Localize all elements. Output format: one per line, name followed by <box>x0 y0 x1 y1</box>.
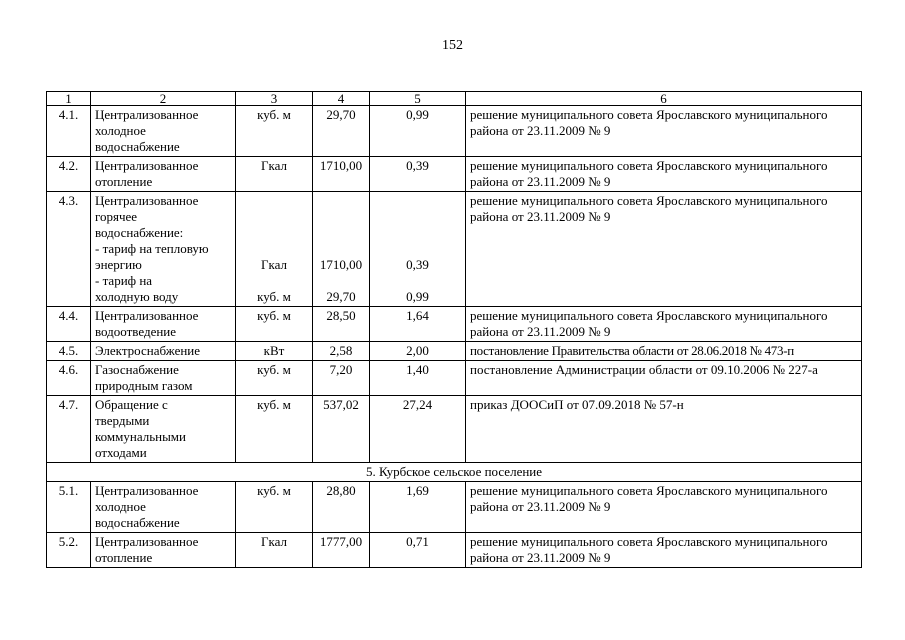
table-row <box>47 396 862 463</box>
section-row <box>47 463 862 482</box>
service-name: Централизованное холодное водоснабжение <box>91 482 236 533</box>
tariff: 2,00 <box>370 342 466 361</box>
tariff: 27,24 <box>370 396 466 463</box>
service-name: Централизованное отопление <box>91 157 236 192</box>
unit: куб. м <box>236 482 313 533</box>
legal-basis: решение муниципального совета Ярославского муниципального района от 23.11.2009 № 9 <box>466 307 862 342</box>
volume: 28,80 <box>313 482 370 533</box>
column-header: 5 <box>370 92 466 106</box>
table-row <box>47 307 862 342</box>
unit: Гкал <box>236 157 313 192</box>
unit: Гкал куб. м <box>236 192 313 307</box>
legal-basis: решение муниципального совета Ярославского муниципального района от 23.11.2009 № 9 <box>466 192 862 307</box>
service-name: Централизованное холодное водоснабжение <box>91 106 236 157</box>
column-header: 2 <box>91 92 236 106</box>
section-title: 5. Курбское сельское поселение <box>47 463 862 482</box>
service-name: Централизованное горячее водоснабжение: - тариф на тепловую энергию - тариф на холодную воду <box>91 192 236 307</box>
table-row <box>47 157 862 192</box>
unit: куб. м <box>236 307 313 342</box>
column-header: 4 <box>313 92 370 106</box>
column-header: 6 <box>466 92 862 106</box>
unit: кВт <box>236 342 313 361</box>
volume: 2,58 <box>313 342 370 361</box>
row-number: 4.2. <box>47 157 91 192</box>
tariff: 1,40 <box>370 361 466 396</box>
row-number: 5.1. <box>47 482 91 533</box>
volume: 7,20 <box>313 361 370 396</box>
table-row <box>47 106 862 157</box>
tariff: 1,64 <box>370 307 466 342</box>
tariff: 0,99 <box>370 106 466 157</box>
volume: 1710,00 <box>313 157 370 192</box>
service-name: Электроснабжение <box>91 342 236 361</box>
volume: 1777,00 <box>313 533 370 568</box>
legal-basis: решение муниципального совета Ярославского муниципального района от 23.11.2009 № 9 <box>466 106 862 157</box>
row-number: 4.4. <box>47 307 91 342</box>
service-name: Газоснабжение природным газом <box>91 361 236 396</box>
tariff-table <box>46 91 862 568</box>
row-number: 4.5. <box>47 342 91 361</box>
unit: Гкал <box>236 533 313 568</box>
row-number: 4.3. <box>47 192 91 307</box>
row-number: 4.1. <box>47 106 91 157</box>
service-name: Обращение с твердыми коммунальными отходами <box>91 396 236 463</box>
legal-basis: постановление Администрации области от 09.10.2006 № 227-а <box>466 361 862 396</box>
tariff: 0,71 <box>370 533 466 568</box>
volume: 28,50 <box>313 307 370 342</box>
legal-basis: решение муниципального совета Ярославского муниципального района от 23.11.2009 № 9 <box>466 482 862 533</box>
page-number: 152 <box>442 38 463 53</box>
service-name: Централизованное отопление <box>91 533 236 568</box>
unit: куб. м <box>236 361 313 396</box>
unit: куб. м <box>236 396 313 463</box>
column-header: 1 <box>47 92 91 106</box>
unit: куб. м <box>236 106 313 157</box>
row-number: 4.7. <box>47 396 91 463</box>
legal-basis: решение муниципального совета Ярославского муниципального района от 23.11.2009 № 9 <box>466 533 862 568</box>
service-name: Централизованное водоотведение <box>91 307 236 342</box>
table-row <box>47 482 862 533</box>
tariff: 0,39 <box>370 157 466 192</box>
volume: 1710,00 29,70 <box>313 192 370 307</box>
column-header: 3 <box>236 92 313 106</box>
table-header-row <box>47 92 862 106</box>
legal-basis: постановление Правительства области от 28.06.2018 № 473-п <box>466 342 862 361</box>
volume: 537,02 <box>313 396 370 463</box>
table-row <box>47 342 862 361</box>
table-row <box>47 192 862 307</box>
row-number: 5.2. <box>47 533 91 568</box>
tariff: 1,69 <box>370 482 466 533</box>
table-row <box>47 533 862 568</box>
tariff: 0,39 0,99 <box>370 192 466 307</box>
table-row <box>47 361 862 396</box>
legal-basis: решение муниципального совета Ярославского муниципального района от 23.11.2009 № 9 <box>466 157 862 192</box>
row-number: 4.6. <box>47 361 91 396</box>
volume: 29,70 <box>313 106 370 157</box>
legal-basis: приказ ДООСиП от 07.09.2018 № 57-н <box>466 396 862 463</box>
